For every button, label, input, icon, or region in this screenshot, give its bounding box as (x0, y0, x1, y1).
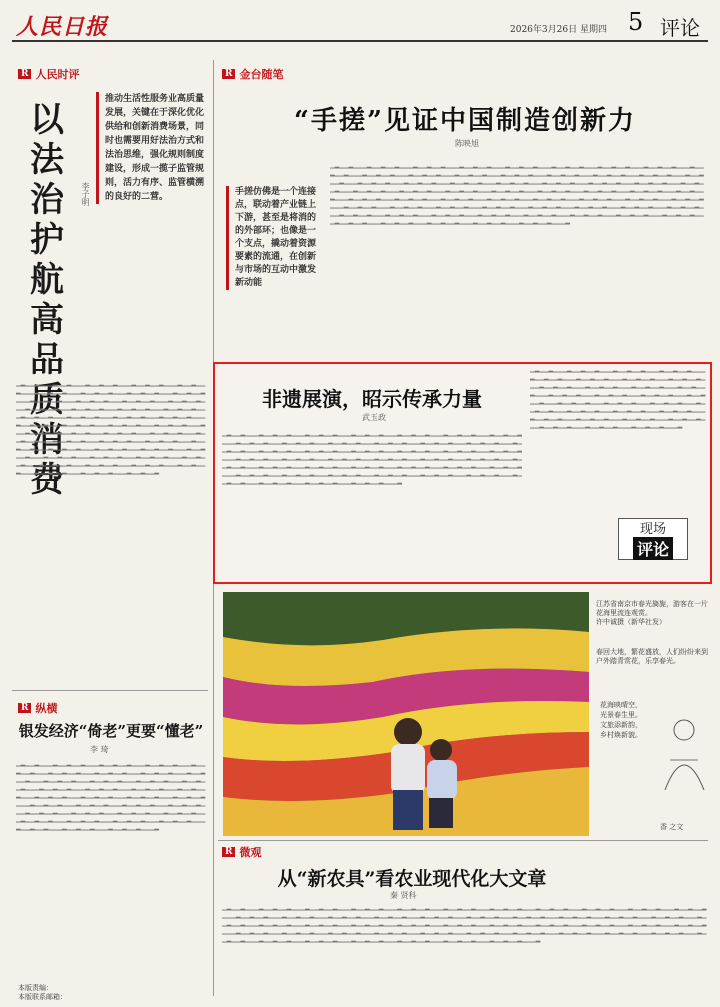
photo-caption (596, 600, 708, 640)
poem-line: 光景春生里。 (600, 711, 642, 719)
article-title-feiyi: 非遗展演，昭示传承力量 (262, 387, 482, 411)
page-number: 5 (628, 8, 644, 36)
footer-line: 本版责编： (18, 984, 53, 992)
cartoon-caption (596, 648, 708, 696)
section-divider (218, 840, 708, 841)
poem-line: 花海映晴空， (600, 701, 642, 709)
masthead-logo: 人民日报 (16, 14, 109, 40)
section-label-text: 人民时评 (35, 68, 80, 81)
article-author-xinnongju: 秦 贤科 (390, 891, 417, 900)
article-body-yinfa: ▁▂▁▁▂▁▁▁▂▁▁▂▁▁▂▁▁▁▂▁▁▂▁▁▂▁▁▁▂▁▁▂▁▁▂▁▁▁▂▁▁▂▁▁▂▁▁▁▂▁▁▂▁▁▂▁▁▁▂▁▁▂▁▁▂▁▁▁▂▁▁▂▁▁▂▁▁▁▂▁▁▂▁▁▂▁▁▁▂▁▁▂▁▁▂▁▁▁▂▁▁▂▁▁▂▁▁▁▂▁▁▂▁▁▂▁▁▁▂▁▁▂▁▁▂▁▁▁▂▁▁▂▁▁▂▁▁▁▂▁▁▂▁▁▂▁▁▁▂▁▁▂▁▁▂▁▁▁▂▁▁▂▁▁▂▁▁▁▂▁▁▂▁▁▂▁▁▁▂▁▁▂▁▁▂▁▁▁▂▁▁▂▁▁▂▁▁▁▂▁▁▂▁▁▂▁▁▁▂▁▁▂▁▁▂▁▁▁▂▁▁▂▁▁▂▁▁▁▂▁▁▂▁▁▂▁▁▁▂▁▁▂▁▁▂▁▁▁▂▁▁▂▁▁▂▁▁▁▂▁▁▂▁▁▂▁▁▁▂▁▁▂▁▁▂▁▁▁▂▁▁▂▁▁▂▁▁▁▂▁▁▂▁▁▂▁▁▁▂▁▁▂▁▁▂▁▁▁▂▁▁▂▁▁▂▁▁▁▂▁▁▂▁▁▂▁▁▁▂▁▁▂▁▁▂▁▁▁▂▁▁▂▁▁▂▁▁▁▂▁▁▂▁▁▂▁▁▁▂ (16, 760, 206, 831)
photo-credit: 许中诚摄（新华社发） (596, 618, 666, 626)
section-label-jintai (222, 66, 283, 82)
cartoon-drawing (660, 700, 708, 800)
article-title-xinnongju: 从“新农具”看农业现代化大文章 (277, 868, 547, 890)
section-label-zongheng (18, 700, 57, 716)
cartoon-artist: 香 之文 (660, 823, 684, 831)
article-body-feiyi-cont: ▁▂▁▁▂▁▁▁▂▁▁▂▁▁▂▁▁▁▂▁▁▂▁▁▂▁▁▁▂▁▁▂▁▁▂▁▁▁▂▁▁▂▁▁▂▁▁▁▂▁▁▂▁▁▂▁▁▁▂▁▁▂▁▁▂▁▁▁▂▁▁▂▁▁▂▁▁▁▂▁▁▂▁▁▂▁▁▁▂▁▁▂▁▁▂▁▁▁▂▁▁▂▁▁▂▁▁▁▂▁▁▂▁▁▂▁▁▁▂▁▁▂▁▁▂▁▁▁▂▁▁▂▁▁▂▁▁▁▂▁▁▂▁▁▂▁▁▁▂▁▁▂▁▁▂▁▁▁▂▁▁▂▁▁▂▁▁▁▂▁▁▂▁▁▂▁▁▁▂▁▁▂▁▁▂▁▁▁▂▁▁▂▁▁▂▁▁▁▂▁▁▂▁▁▂▁▁▁▂▁▁▂▁▁▂▁▁▁▂▁▁▂▁▁▂▁▁▁▂▁▁▂▁▁▂▁▁▁▂▁▁▂▁▁▂▁▁▁▂▁▁▂▁▁▂▁▁▁▂▁▁▂▁▁▂▁▁▁▂▁▁▂▁▁▂▁▁▁▂▁▁▂▁▁▂▁▁▁▂▁▁▂▁▁▂▁▁▁▂ (530, 366, 706, 429)
badge-line1: 现场 (639, 522, 666, 537)
live-commentary-badge (618, 518, 688, 560)
page-section: 评论 (660, 16, 700, 40)
masthead-date: 2026年3月26日 星期四 (510, 25, 607, 35)
article-body-xinnongju: ▁▂▁▁▂▁▁▁▂▁▁▂▁▁▂▁▁▁▂▁▁▂▁▁▂▁▁▁▂▁▁▂▁▁▂▁▁▁▂▁▁▂▁▁▂▁▁▁▂▁▁▂▁▁▂▁▁▁▂▁▁▂▁▁▂▁▁▁▂▁▁▂▁▁▂▁▁▁▂▁▁▂▁▁▂▁▁▁▂▁▁▂▁▁▂▁▁▁▂▁▁▂▁▁▂▁▁▁▂▁▁▂▁▁▂▁▁▁▂▁▁▂▁▁▂▁▁▁▂▁▁▂▁▁▂▁▁▁▂▁▁▂▁▁▂▁▁▁▂▁▁▂▁▁▂▁▁▁▂▁▁▂▁▁▂▁▁▁▂▁▁▂▁▁▂▁▁▁▂▁▁▂▁▁▂▁▁▁▂▁▁▂▁▁▂▁▁▁▂▁▁▂▁▁▂▁▁▁▂▁▁▂▁▁▂▁▁▁▂▁▁▂▁▁▂▁▁▁▂▁▁▂▁▁▂▁▁▁▂▁▁▂▁▁▂▁▁▁▂▁▁▂▁▁▂▁▁▁▂▁▁▂▁▁▂▁▁▁▂▁▁▂▁▁▂▁▁▁▂▁▁▂▁▁▂▁▁▁▂▁▁▂▁▁▂▁▁▁▂▁▁▂▁▁▂▁▁▁▂▁▁▂▁▁▂▁▁▁▂▁▁▂▁▁▂▁▁▁▂▁▁▂▁▁▂▁▁▁▂▁▁▂▁▁▂▁▁▁▂▁▁▂▁▁▂▁▁▁▂▁▁▂▁▁▂▁▁▁▂▁▁▂▁▁▂▁▁▁▂▁▁▂▁▁▂▁▁▁▂▁▁▂▁▁▂▁▁▁▂▁▁▂▁▁▂▁▁▁▂▁▁▂▁▁▂▁▁▁▂▁▁▂▁▁▂▁▁▁▂▁▁▂▁▁▂▁▁▁▂▁▁▂▁▁▂▁▁▁▂▁▁▂▁▁▂▁▁▁▂▁▁▂▁▁▂▁▁▁▂▁▁▂▁▁▂▁▁▁▂▁▁▂▁▁▂▁▁▁▂ (222, 904, 707, 943)
section-r-icon: R (222, 69, 235, 79)
pull-quote-gold: 手搓仿佛是一个连接点，联动着产业链上下游，甚至是将消的的外部环；也像是一个支点，撬动着资源要素的流通，在创新与市场的互动中激发新动能 (226, 186, 318, 290)
section-label-weiguan (222, 844, 261, 860)
cartoon-illustration (660, 700, 708, 800)
section-r-icon: R (222, 847, 235, 857)
section-label-text: 纵横 (35, 702, 58, 715)
section-r-icon: R (18, 69, 31, 79)
article-author-left: 李子明 (81, 182, 90, 206)
article-title-shoucuo: “手搓”见证中国制造创新力 (294, 106, 636, 136)
section-r-icon: R (18, 703, 31, 713)
section-label-text: 微观 (239, 846, 262, 859)
poem-line: 乡村焕新貌。 (600, 731, 642, 739)
poem-line: 文旅添新韵， (600, 721, 642, 729)
cartoon-caption-text: 春回大地，繁花盛放，人们纷纷来到户外踏青赏花，乐享春光。 (596, 648, 708, 665)
article-author-yinfa: 李 琦 (90, 745, 109, 754)
pull-quote-left: 推动生活性服务业高质量发展，关键在于深化优化供给和创新消费场景，同时也需要用好法治方式和法治思维，强化规则制度建设，形成一揽子监管规则，活力有序、监管横溯的良好的二营。 (96, 92, 206, 204)
article-body-feiyi: ▁▂▁▁▂▁▁▁▂▁▁▂▁▁▂▁▁▁▂▁▁▂▁▁▂▁▁▁▂▁▁▂▁▁▂▁▁▁▂▁▁▂▁▁▂▁▁▁▂▁▁▂▁▁▂▁▁▁▂▁▁▂▁▁▂▁▁▁▂▁▁▂▁▁▂▁▁▁▂▁▁▂▁▁▂▁▁▁▂▁▁▂▁▁▂▁▁▁▂▁▁▂▁▁▂▁▁▁▂▁▁▂▁▁▂▁▁▁▂▁▁▂▁▁▂▁▁▁▂▁▁▂▁▁▂▁▁▁▂▁▁▂▁▁▂▁▁▁▂▁▁▂▁▁▂▁▁▁▂▁▁▂▁▁▂▁▁▁▂▁▁▂▁▁▂▁▁▁▂▁▁▂▁▁▂▁▁▁▂▁▁▂▁▁▂▁▁▁▂▁▁▂▁▁▂▁▁▁▂▁▁▂▁▁▂▁▁▁▂▁▁▂▁▁▂▁▁▁▂▁▁▂▁▁▂▁▁▁▂▁▁▂▁▁▂▁▁▁▂▁▁▂▁▁▂▁▁▁▂▁▁▂▁▁▂▁▁▁▂▁▁▂▁▁▂▁▁▁▂▁▁▂▁▁▂▁▁▁▂▁▁▂▁▁▂▁▁▁▂▁▁▂▁▁▂▁▁▁▂▁▁▂▁▁▂▁▁▁▂▁▁▂▁▁▂▁▁▁▂▁▁▂▁▁▂▁▁▁▂▁▁▂▁▁▂▁▁▁▂▁▁▂▁▁▂▁▁▁▂▁▁▂▁▁▂▁▁▁▂▁▁▂▁▁▂▁▁▁▂▁▁▂▁▁▂▁▁▁▂▁▁▂▁▁▂▁▁▁▂▁▁▂▁▁▂▁▁▁▂▁▁▂▁▁▂▁▁▁▂▁▁▂▁▁▂▁▁▁▂ (222, 430, 522, 485)
article-body-shoucuo: ▁▂▁▁▂▁▁▁▂▁▁▂▁▁▂▁▁▁▂▁▁▂▁▁▂▁▁▁▂▁▁▂▁▁▂▁▁▁▂▁▁▂▁▁▂▁▁▁▂▁▁▂▁▁▂▁▁▁▂▁▁▂▁▁▂▁▁▁▂▁▁▂▁▁▂▁▁▁▂▁▁▂▁▁▂▁▁▁▂▁▁▂▁▁▂▁▁▁▂▁▁▂▁▁▂▁▁▁▂▁▁▂▁▁▂▁▁▁▂▁▁▂▁▁▂▁▁▁▂▁▁▂▁▁▂▁▁▁▂▁▁▂▁▁▂▁▁▁▂▁▁▂▁▁▂▁▁▁▂▁▁▂▁▁▂▁▁▁▂▁▁▂▁▁▂▁▁▁▂▁▁▂▁▁▂▁▁▁▂▁▁▂▁▁▂▁▁▁▂▁▁▂▁▁▂▁▁▁▂▁▁▂▁▁▂▁▁▁▂▁▁▂▁▁▂▁▁▁▂▁▁▂▁▁▂▁▁▁▂▁▁▂▁▁▂▁▁▁▂▁▁▂▁▁▂▁▁▁▂▁▁▂▁▁▂▁▁▁▂▁▁▂▁▁▂▁▁▁▂▁▁▂▁▁▂▁▁▁▂▁▁▂▁▁▂▁▁▁▂▁▁▂▁▁▂▁▁▁▂▁▁▂▁▁▂▁▁▁▂▁▁▂▁▁▂▁▁▁▂▁▁▂▁▁▂▁▁▁▂▁▁▂▁▁▂▁▁▁▂▁▁▂▁▁▂▁▁▁▂▁▁▂▁▁▂▁▁▁▂▁▁▂▁▁▂▁▁▁▂▁▁▂▁▁▂▁▁▁▂▁▁▂▁▁▂▁▁▁▂▁▁▂▁▁▂▁▁▁▂▁▁▂▁▁▂▁▁▁▂▁▁▂▁▁▂▁▁▁▂▁▁▂▁▁▂▁▁▁▂▁▁▂▁▁▂▁▁▁▂▁▁▂▁▁▂▁▁▁▂▁▁▂▁▁▂▁▁▁▂▁▁▂▁▁▂▁▁▁▂▁▁▂▁▁▂▁▁▁▂▁▁▂▁▁▂▁▁▁▂▁▁▂▁▁▂▁▁▁▂▁▁▂▁▁▂▁▁▁▂▁▁▂▁▁▂▁▁▁▂▁▁▂▁▁▂▁▁▁▂▁▁▂▁▁▂▁▁▁▂▁▁▂▁▁▂▁▁▁▂▁▁▂▁▁▂▁▁▁▂▁▁▂▁▁▂▁▁▁▂▁▁▂▁▁▂▁▁▁▂▁▁▂▁▁▂▁▁▁▂▁▁▂▁▁▂▁▁▁▂▁▁▂▁▁▂▁▁▁▂ (330, 162, 704, 225)
article-body-left: ▁▂▁▁▂▁▁▁▂▁▁▂▁▁▁▂▁▁▂▁▁▂▁▁▁▂▁▁▂▁▁▂▁▁▁▂▁▁▂▁▁▂▁▁▁▂▁▁▂▁▁▂▁▁▁▂▁▁▂▁▁▂▁▁▁▂▁▁▂▁▁▂▁▁▁▂▁▁▂▁▁▂▁▁▁▂▁▁▂▁▁▂▁▁▁▂▁▁▂▁▁▂▁▁▁▂▁▁▂▁▁▂▁▁▁▂▁▁▂▁▁▂▁▁▁▂▁▁▂▁▁▂▁▁▁▂▁▁▂▁▁▂▁▁▁▂▁▁▂▁▁▂▁▁▁▂▁▁▂▁▁▂▁▁▁▂▁▁▂▁▁▂▁▁▁▂▁▁▂▁▁▂▁▁▁▂▁▁▂▁▁▂▁▁▁▂▁▁▂▁▁▂▁▁▁▂▁▁▂▁▁▂▁▁▁▂▁▁▂▁▁▂▁▁▁▂▁▁▂▁▁▂▁▁▁▂▁▁▂▁▁▂▁▁▁▂▁▁▂▁▁▂▁▁▁▂▁▁▂▁▁▂▁▁▁▂▁▁▂▁▁▂▁▁▁▂▁▁▂▁▁▂▁▁▁▂▁▁▂▁▁▂▁▁▁▂▁▁▂▁▁▂▁▁▁▂▁▁▂▁▁▂▁▁▁▂▁▁▂▁▁▂▁▁▁▂▁▁▂▁▁▂▁▁▁▂▁▁▂▁▁▂▁▁▁▂▁▁▂▁▁▂▁▁▁▂▁▁▂▁▁▂▁▁▁▂▁▁▂▁▁▂▁▁▁▂▁▁▂▁▁▂▁▁▁▂▁▁▂▁▁▂▁▁▁▂▁▁▂▁▁▂▁▁▁▂▁▁▂▁▁▂▁▁▁▂▁▁▂▁▁▂▁▁▁▂▁▁▂▁▁▂▁▁▁▂▁▁▂▁▁▂▁▁▁▂▁▁▂▁▁▂▁▁▁▂▁▁▂▁▁▂▁▁▁▂▁▁▂▁▁▂▁▁▁▂▁▁▂▁▁▂ (16, 380, 206, 475)
photo-caption-text: 江苏省南京市春光旖旎，游客在一片花海里流连观赏。 (596, 600, 708, 617)
article-title-yinfa: 银发经济“倚老”更要“懂老” (18, 722, 204, 740)
section-label-renmin (18, 66, 79, 82)
masthead-rule (12, 40, 708, 42)
section-divider (12, 690, 208, 691)
page-footer (18, 984, 67, 1002)
flower-field-image (223, 592, 589, 836)
article-author-shoucuo: 陈映旭 (455, 139, 479, 148)
cartoon-poem (600, 700, 660, 740)
article-title-fazhi: 以法治护航高品质消费 (30, 100, 64, 500)
section-label-text: 金台随笔 (239, 68, 284, 81)
flower-field-photo (223, 592, 589, 836)
article-author-feiyi: 武玉政 (362, 413, 386, 422)
badge-line2: 评论 (633, 537, 673, 560)
footer-line: 本版联系邮箱： (18, 993, 67, 1001)
